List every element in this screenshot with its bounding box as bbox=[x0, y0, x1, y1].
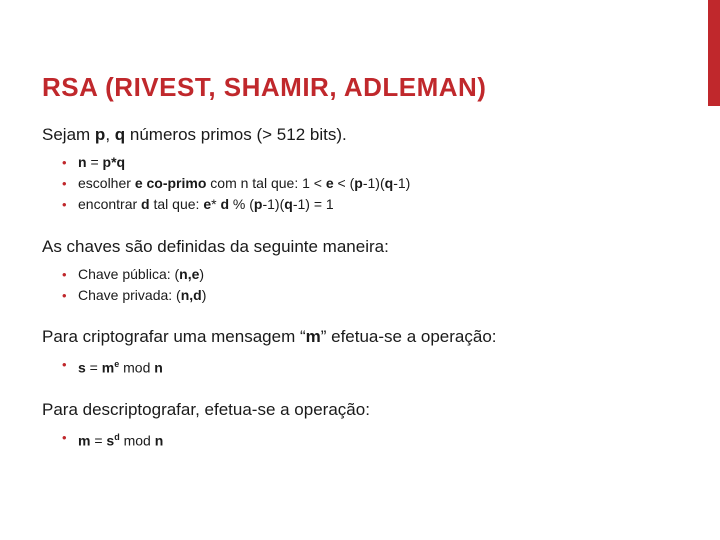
text: -1)( bbox=[362, 175, 385, 191]
exponent-e: e bbox=[114, 359, 120, 369]
var-e: e bbox=[191, 266, 200, 282]
text: escolher bbox=[78, 175, 135, 191]
section-heading-encrypt bbox=[42, 326, 682, 348]
text: encontrar bbox=[78, 196, 142, 212]
text: tal que: bbox=[149, 196, 204, 212]
text: ) bbox=[199, 266, 205, 282]
heading-text: números primos (> 512 bits). bbox=[125, 125, 347, 144]
bullet-dot: • bbox=[62, 357, 67, 372]
bullet-dot: • bbox=[62, 267, 67, 282]
exponent-d: d bbox=[114, 431, 120, 442]
heading-text: ” efetua-se a operação: bbox=[320, 327, 497, 346]
section-heading-decrypt: Para descriptografar, efetua-se a operação: bbox=[42, 399, 370, 419]
text: Chave pública: ( bbox=[78, 266, 180, 282]
section-heading-primes bbox=[42, 124, 682, 146]
bullet-list-encrypt bbox=[42, 354, 682, 379]
text: * bbox=[111, 154, 117, 170]
text: mod bbox=[119, 432, 155, 449]
var-p: p bbox=[102, 154, 112, 170]
text: -1) = 1 bbox=[292, 196, 334, 212]
bullet-public-key bbox=[62, 264, 682, 285]
var-q: q bbox=[284, 196, 293, 212]
var-m: m bbox=[101, 359, 115, 376]
var-n: n bbox=[78, 154, 87, 170]
section-heading-keys: As chaves são definidas da seguinte maneira: bbox=[42, 237, 389, 256]
text: mod bbox=[119, 359, 155, 376]
var-e: e bbox=[203, 196, 212, 212]
slide-title: RSA (RIVEST, SHAMIR, ADLEMAN) bbox=[42, 72, 487, 102]
text: * bbox=[211, 196, 221, 212]
var-m: m bbox=[305, 327, 321, 346]
text: = bbox=[90, 432, 107, 449]
var-q: q bbox=[114, 125, 126, 144]
var-s: s bbox=[106, 432, 115, 449]
bullet-list-keys bbox=[42, 264, 682, 306]
heading-text: Para criptografar uma mensagem “ bbox=[42, 327, 306, 346]
bullet-decrypt-formula bbox=[62, 427, 682, 452]
var-q: q bbox=[116, 154, 126, 170]
var-p: p bbox=[354, 175, 363, 191]
text: % ( bbox=[229, 196, 254, 212]
var-n: n bbox=[180, 287, 190, 303]
var-d: d bbox=[193, 287, 202, 303]
bullet-dot: • bbox=[62, 288, 67, 303]
var-d: d bbox=[220, 196, 230, 212]
text: com n tal que: 1 < bbox=[206, 175, 326, 191]
bullet-find-d bbox=[62, 194, 682, 215]
text: -1) bbox=[393, 175, 411, 191]
slide-content bbox=[42, 124, 682, 451]
accent-bar bbox=[708, 0, 720, 106]
text: ) bbox=[201, 287, 207, 303]
bullet-encrypt-formula bbox=[62, 354, 682, 379]
bullet-list-primes bbox=[42, 152, 682, 215]
bullet-list-decrypt bbox=[42, 427, 682, 452]
var-p: p bbox=[94, 125, 106, 144]
bullet-choose-e bbox=[62, 173, 682, 194]
var-n: n bbox=[154, 432, 164, 449]
text: = bbox=[85, 359, 102, 376]
bullet-dot: • bbox=[62, 176, 67, 191]
var-d: d bbox=[141, 196, 150, 212]
bullet-dot: • bbox=[62, 429, 67, 445]
var-s: s bbox=[78, 359, 86, 376]
bullet-n-equals bbox=[62, 152, 682, 173]
heading-text: Sejam bbox=[42, 125, 95, 144]
var-m: m bbox=[78, 432, 91, 449]
var-q: q bbox=[384, 175, 394, 191]
text: Chave privada: ( bbox=[78, 287, 181, 303]
text: co-primo bbox=[142, 175, 207, 191]
bullet-private-key bbox=[62, 285, 682, 306]
text: , bbox=[187, 266, 192, 282]
text: = bbox=[86, 154, 103, 170]
text: < ( bbox=[333, 175, 355, 191]
var-e: e bbox=[325, 175, 334, 191]
heading-text: , bbox=[105, 125, 115, 144]
bullet-dot: • bbox=[62, 197, 67, 212]
text: , bbox=[189, 287, 194, 303]
var-p: p bbox=[253, 196, 263, 212]
bullet-dot: • bbox=[62, 155, 67, 170]
text: -1)( bbox=[262, 196, 285, 212]
var-n: n bbox=[179, 266, 188, 282]
var-n: n bbox=[154, 359, 163, 376]
var-e: e bbox=[134, 175, 143, 191]
